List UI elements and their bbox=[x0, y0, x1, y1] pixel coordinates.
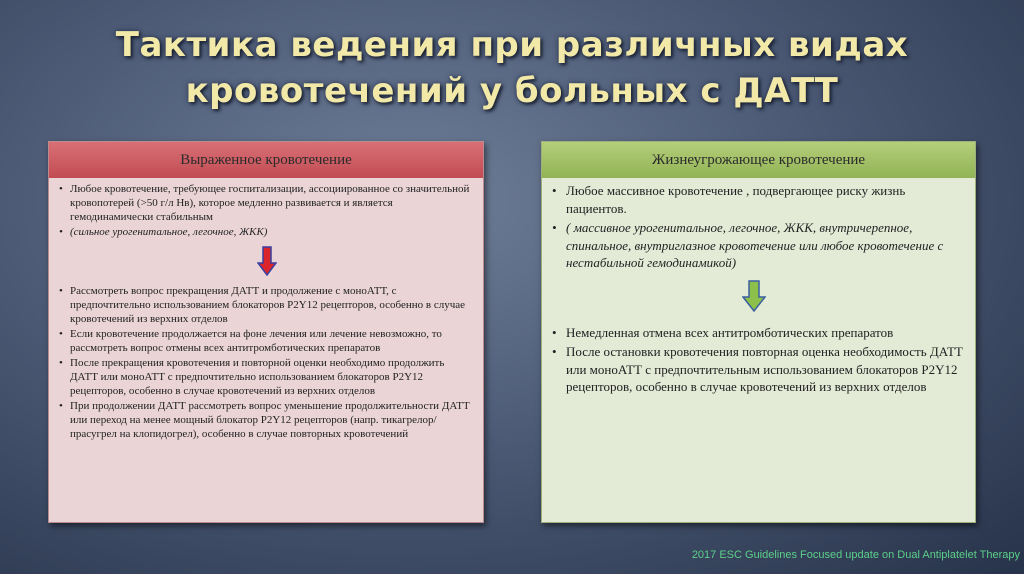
life-threatening-bleeding-header: Жизнеугрожающее кровотечение bbox=[542, 142, 975, 178]
list-item: • При продолжении ДАТТ рассмотреть вопрос уменьшение продолжительности ДАТТ или переход на менее мощный блокатор P2Y12 рецепторов (напр. тикагрелор/прасугрел на клопидогрел), особенно в случае повторных кровотечений bbox=[59, 399, 473, 441]
severe-bleeding-header: Выраженное кровотечение bbox=[49, 142, 483, 178]
arrow-down-icon bbox=[257, 246, 277, 276]
list-item: • ( массивное урогенитальное, легочное, ЖКК, внутричерепное, спинальное, внутриглазное кровотечение или любое кровотечение с нестабильной гемодинамикой) bbox=[552, 219, 965, 272]
list-item: • (сильное урогенитальное, легочное, ЖКК) bbox=[59, 225, 473, 239]
list-item: • После прекращения кровотечения и повторной оценки необходимо продолжить ДАТТ или моноАТТ с предпочтительно использованием блокаторов P2Y12 рецепторов, особенно в случае кровотечений из верхних отделов bbox=[59, 356, 473, 398]
slide-title bbox=[60, 22, 964, 114]
arrow-down-icon bbox=[742, 280, 766, 312]
list-item: • Если кровотечение продолжается на фоне лечения или лечение невозможно, то рассмотреть вопрос отмены всех антитромботических препаратов bbox=[59, 327, 473, 355]
title-line-1: Тактика ведения при различных видах bbox=[115, 25, 909, 65]
list-item: • Рассмотреть вопрос прекращения ДАТТ и продолжение с моноАТТ, с предпочтительно использованием блокаторов P2Y12 рецепторов, особенно в случае кровотечений из верхних отделов bbox=[59, 284, 473, 326]
life-threatening-bleeding-panel bbox=[541, 141, 976, 523]
severe-bleeding-panel bbox=[48, 141, 484, 523]
list-item: • Любое кровотечение, требующее госпитализации, ассоциированное со значительной кровопотерей (>50 г/л Нв), которое медленно развивается и является гемодинамически стабильным bbox=[59, 182, 473, 224]
title-line-2: кровотечений у больных с ДАТТ bbox=[185, 71, 839, 111]
list-item: • Любое массивное кровотечение , подвергающее риску жизнь пациентов. bbox=[552, 182, 965, 217]
list-item: • Немедленная отмена всех антитромботических препаратов bbox=[552, 324, 965, 342]
source-citation: 2017 ESC Guidelines Focused update on Dual Antiplatelet Therapy bbox=[691, 549, 1020, 561]
life-threatening-tactics-list bbox=[552, 324, 965, 396]
list-item: • После остановки кровотечения повторная оценка необходимость ДАТТ или моноАТТ с предпочтительным использованием блокаторов P2Y12 рецепторов, особенно в случае кровотечений из верхних отделов bbox=[552, 343, 965, 396]
severe-bleeding-tactics-list bbox=[59, 284, 473, 441]
severe-bleeding-definition-list bbox=[59, 182, 473, 239]
life-threatening-definition-list bbox=[552, 182, 965, 272]
